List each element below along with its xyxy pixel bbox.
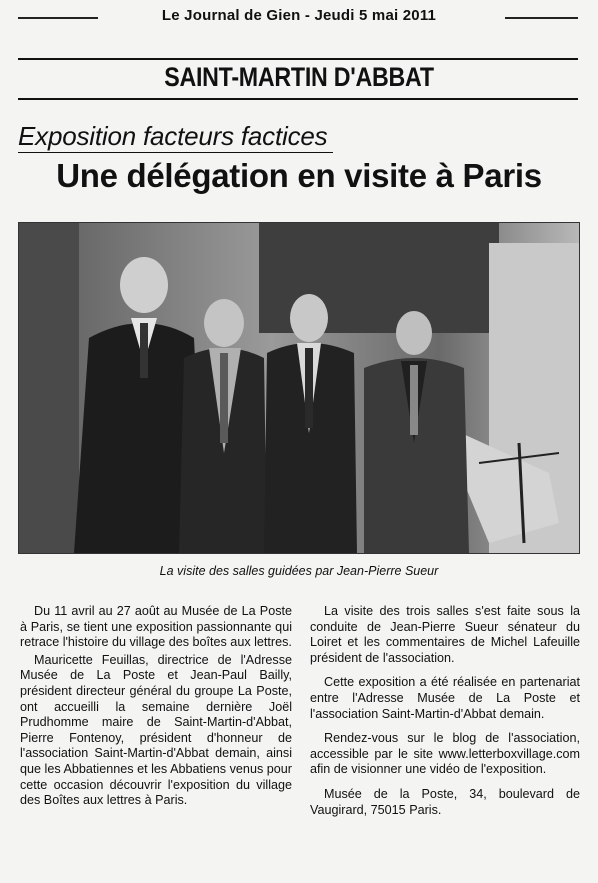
section-rule-bottom (18, 98, 578, 100)
headline: Une délégation en visite à Paris (56, 157, 542, 194)
news-photo (18, 222, 580, 554)
article-column-right (310, 604, 580, 827)
photo-illustration (19, 223, 579, 553)
photo-caption: La visite des salles guidées par Jean-Pierre Sueur (159, 564, 439, 578)
section-rule-top (18, 58, 578, 60)
paragraph: Du 11 avril au 27 août au Musée de La Poste à Paris, se tient une exposition passionnante qui retrace l'histoire du village des boîtes aux lettres. (20, 604, 292, 650)
masthead-rule-right (505, 17, 578, 19)
kicker: Exposition facteurs factices (18, 120, 333, 153)
paragraph: Mauricette Feuillas, directrice de l'Adresse Musée de La Poste et Jean-Paul Bailly, président directeur général du groupe La Poste, ont accueilli la semaine dernière Joël Prudhomme maire de Saint-Martin-d'Abbat, Pierre Fontenoy, président d'honneur de l'association Saint-Martin-d'Abbat demain, ainsi que les Abbatiennes et les Abbatiens venus pour cette occasion découvrir l'exposition du village des Boîtes aux lettres à Paris. (20, 652, 292, 808)
paragraph: Cette exposition a été réalisée en partenariat entre l'Adresse Musée de La Poste et l'association Saint-Martin-d'Abbat demain. (310, 675, 580, 721)
paragraph: Musée de la Poste, 34, boulevard de Vaugirard, 75015 Paris. (310, 786, 580, 817)
article-column-left (20, 604, 292, 811)
masthead: Le Journal de Gien - Jeudi 5 mai 2011 (161, 7, 437, 24)
paragraph: La visite des trois salles s'est faite sous la conduite de Jean-Pierre Sueur sénateur du Loiret et les commentaires de Michel Lafeuille président de l'association. (310, 604, 580, 665)
paragraph: Rendez-vous sur le blog de l'association, accessible par le site www.letterboxvillage.com afin de visionner une vidéo de l'exposition. (310, 731, 580, 777)
section-title: SAINT-MARTIN D'ABBAT (164, 62, 434, 92)
